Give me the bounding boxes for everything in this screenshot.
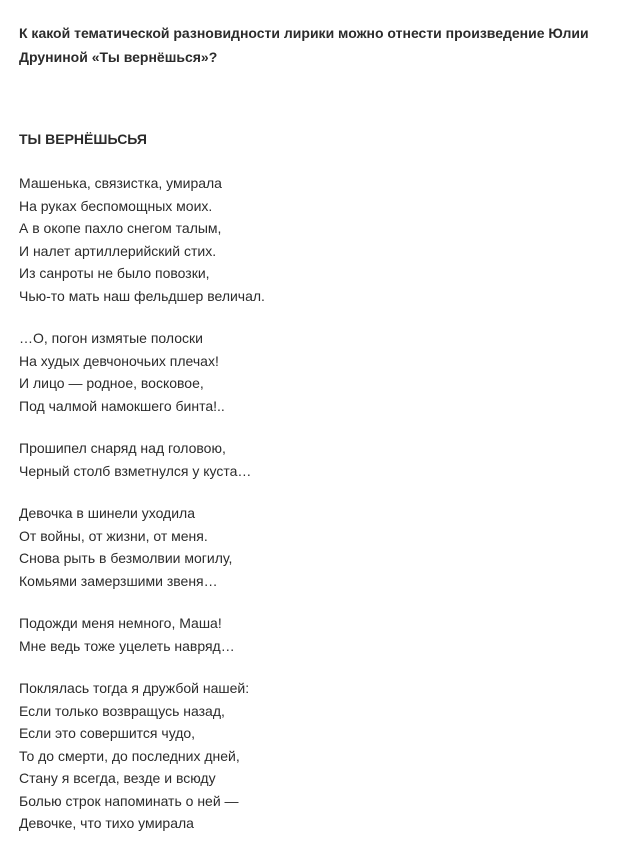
poem-line: На худых девчоночьих плечах! xyxy=(19,352,219,369)
poem-line: Чью-то мать наш фельдшер величал. xyxy=(19,287,265,304)
poem-stanza xyxy=(19,172,609,307)
poem-line: И лицо — родное, восковое, xyxy=(19,375,204,391)
poem-line: Если это совершится чудо, xyxy=(19,725,196,741)
poem-stanza xyxy=(19,327,609,417)
poem-line: Девочка в шинели уходила xyxy=(19,505,196,521)
poem-line: …О, погон измятые полоски xyxy=(19,330,203,346)
poem-line: От войны, от жизни, от меня. xyxy=(19,527,208,544)
poem-line: Комьями замерзшими звеня… xyxy=(19,572,218,589)
poem-line: Снова рыть в безмолвии могилу, xyxy=(19,550,233,566)
poem-stanza xyxy=(19,437,609,482)
poem-stanza xyxy=(19,502,609,592)
poem-line: Если только возвращусь назад, xyxy=(19,702,225,719)
poem-line: Стану я всегда, везде и всюду xyxy=(19,770,216,786)
poem-line: Мне ведь тоже уцелеть навряд… xyxy=(19,637,235,654)
poem-line: На руках беспомощных моих. xyxy=(19,197,213,214)
poem-line: А в окопе пахло снегом талым, xyxy=(19,220,222,236)
poem-line: Из санроты не было повозки, xyxy=(19,265,210,281)
article xyxy=(19,0,609,831)
poem-line: Поклялась тогда я дружбой нашей: xyxy=(19,680,250,696)
poem-line: Подожди меня немного, Маша! xyxy=(19,615,222,631)
poem-line: Болью строк напоминать о ней — xyxy=(19,792,239,809)
poem-body xyxy=(19,172,609,855)
question-heading: К какой тематической разновидности лирики можно отнести произведение Юлии Друниной «Ты вернёшься»? xyxy=(19,25,589,65)
poem-title: ТЫ ВЕРНЁШЬСЬЯ xyxy=(19,131,147,147)
poem-line: И налет артиллерийский стих. xyxy=(19,242,217,259)
poem-stanza xyxy=(19,612,609,657)
poem-line: Под чалмой намокшего бинта!.. xyxy=(19,397,225,414)
poem-line: Черный столб взметнулся у куста… xyxy=(19,462,252,479)
poem-line: Машенька, связистка, умирала xyxy=(19,175,222,191)
poem-line: Девочке, что тихо умирала xyxy=(19,815,194,831)
poem-line: То до смерти, до последних дней, xyxy=(19,747,240,764)
poem-stanza xyxy=(19,677,609,835)
poem-line: Прошипел снаряд над головою, xyxy=(19,440,226,456)
